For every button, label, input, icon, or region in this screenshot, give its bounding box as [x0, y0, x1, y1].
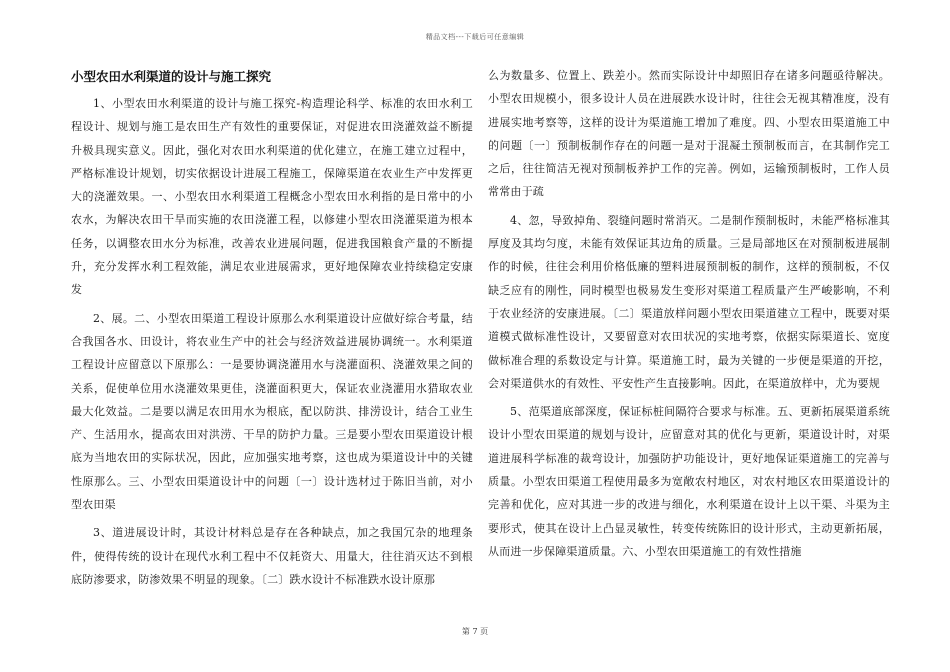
right-column — [488, 64, 890, 568]
paragraph-4: 4、忽，导致掉角、裂缝问题时常消灭。二是制作预制板时，未能严格标准其厚度及其均匀度，未能有效保证其边角的质量。三是局部地区在对预制板进展制作的时候，往往会利用价格低廉的塑料进展预制板的制作，这样的预制板，不仅缺乏应有的刚性，同时模型也极易发生变形对渠道工程质量产生严峻影响，不利于农业经济的安康进展。〔二〕渠道放样问题小型农田渠道建立工程中，既要对渠道模式做标准性设计，又要留意对农田状况的实地考察，依据实际渠道长、宽度做标准合理的系数设定与计算。渠道施工时，最为关键的一步便是渠道的开挖，会对渠道供水的有效性、平安性产生直接影响。因此，在渠道放样中，尤为要规 — [488, 213, 890, 390]
paragraph-2: 2、展。二、小型农田渠道工程设计原那么水利渠道设计应做好综合考量，结合我国各水、田设计，将农业生产中的社会与经济效益进展协调统一。水利渠道工程设计应留意以下原那么：一是要协调浇灌用水与浇灌面积、浇灌效果之间的关系，促使单位用水浇灌效果更佳，浇灌面积更大，保证农业浇灌用水猎取农业最大化效益。二是要以满足农田用水为根底，配以防洪、排涝设计，结合工业生产、生活用水，提高农田对洪涝、干旱的防护力量。三是要小型农田渠道设计根底为当地农田的实际状况，因此，应加强实地考察，这也成为渠道设计中的关键性原那么。三、小型农田渠道设计中的问题〔一〕设计选材过于陈旧当前，对小型农田渠 — [71, 311, 473, 512]
header-note: 精品文档---下载后可任意编辑 — [425, 33, 525, 41]
paragraph-3-continued: 么为数量多、位置上、跌差小。然而实际设计中却照旧存在诸多问题亟待解决。小型农田规模小，很多设计人员在进展跌水设计时，往往会无视其精准度，没有进展实地考察等，这样的设计为渠道施工增加了难度。四、小型农田渠道施工中的问题〔一〕预制板制作存在的问题一是对于混凝土预制板而言，在其制作完工之后，往往简洁无视对预制板养护工作的完善。例如，运输预制板时，工作人员常常由于疏 — [488, 69, 890, 199]
paragraph-5: 5、范渠道底部深度，保证标桩间隔符合要求与标准。五、更新拓展渠道系统设计小型农田渠道的规划与设计，应留意对其的优化与更新，渠道设计时，对渠道进展科学标准的裁弯设计，加强防护功能设计，更好地保证渠道施工的完善与质量。小型农田渠道工程使用最多为宽敞农村地区，对农村地区农田渠道设计的完善和优化，应对其进一步的改进与细化，水利渠道在设计上以干渠、斗渠为主要形式，使其在设计上凸显灵敏性，转变传统陈旧的设计形式，主动更新拓展，从而进一步保障渠道质量。六、小型农田渠道施工的有效性措施 — [488, 405, 890, 558]
document-title: 小型农田水利渠道的设计与施工探究 — [71, 69, 272, 84]
paragraph-1: 1、小型农田水利渠道的设计与施工探究-构造理论科学、标准的农田水利工程设计、规划与施工是农田生产有效性的重要保证，对促进农田浇灌效益不断提升极具现实意义。因此，强化对农田水利渠道的优化建立，在施工建立过程中，严格标准设计规划，切实依据设计进展工程施工，保障渠道在农业生产中发挥更大的浇灌效果。一、小型农田水利渠道工程概念小型农田水利指的是日常中的小农水，为解决农田干旱而实施的农田浇灌工程，以修建小型农田浇灌渠道为根本任务，以调整农田水分为标准，改善农业进展问题，促进我国粮食产量的不断提升，充分发挥水利工程效能，满足农业进展需求，更好地保障农业持续稳定安康发 — [71, 97, 473, 297]
paragraph-3: 3、道进展设计时，其设计材料总是存在各种缺点，加之我国冗杂的地理条件，使得传统的设计在现代水利工程中不仅耗资大、用量大，往往消灭达不到根底防渗要求，防渗效果不明显的现象。〔二〕跌水设计不标准跌水设计原那 — [71, 526, 473, 586]
page-number: 第 7 页 — [461, 627, 489, 636]
left-column — [71, 68, 473, 596]
